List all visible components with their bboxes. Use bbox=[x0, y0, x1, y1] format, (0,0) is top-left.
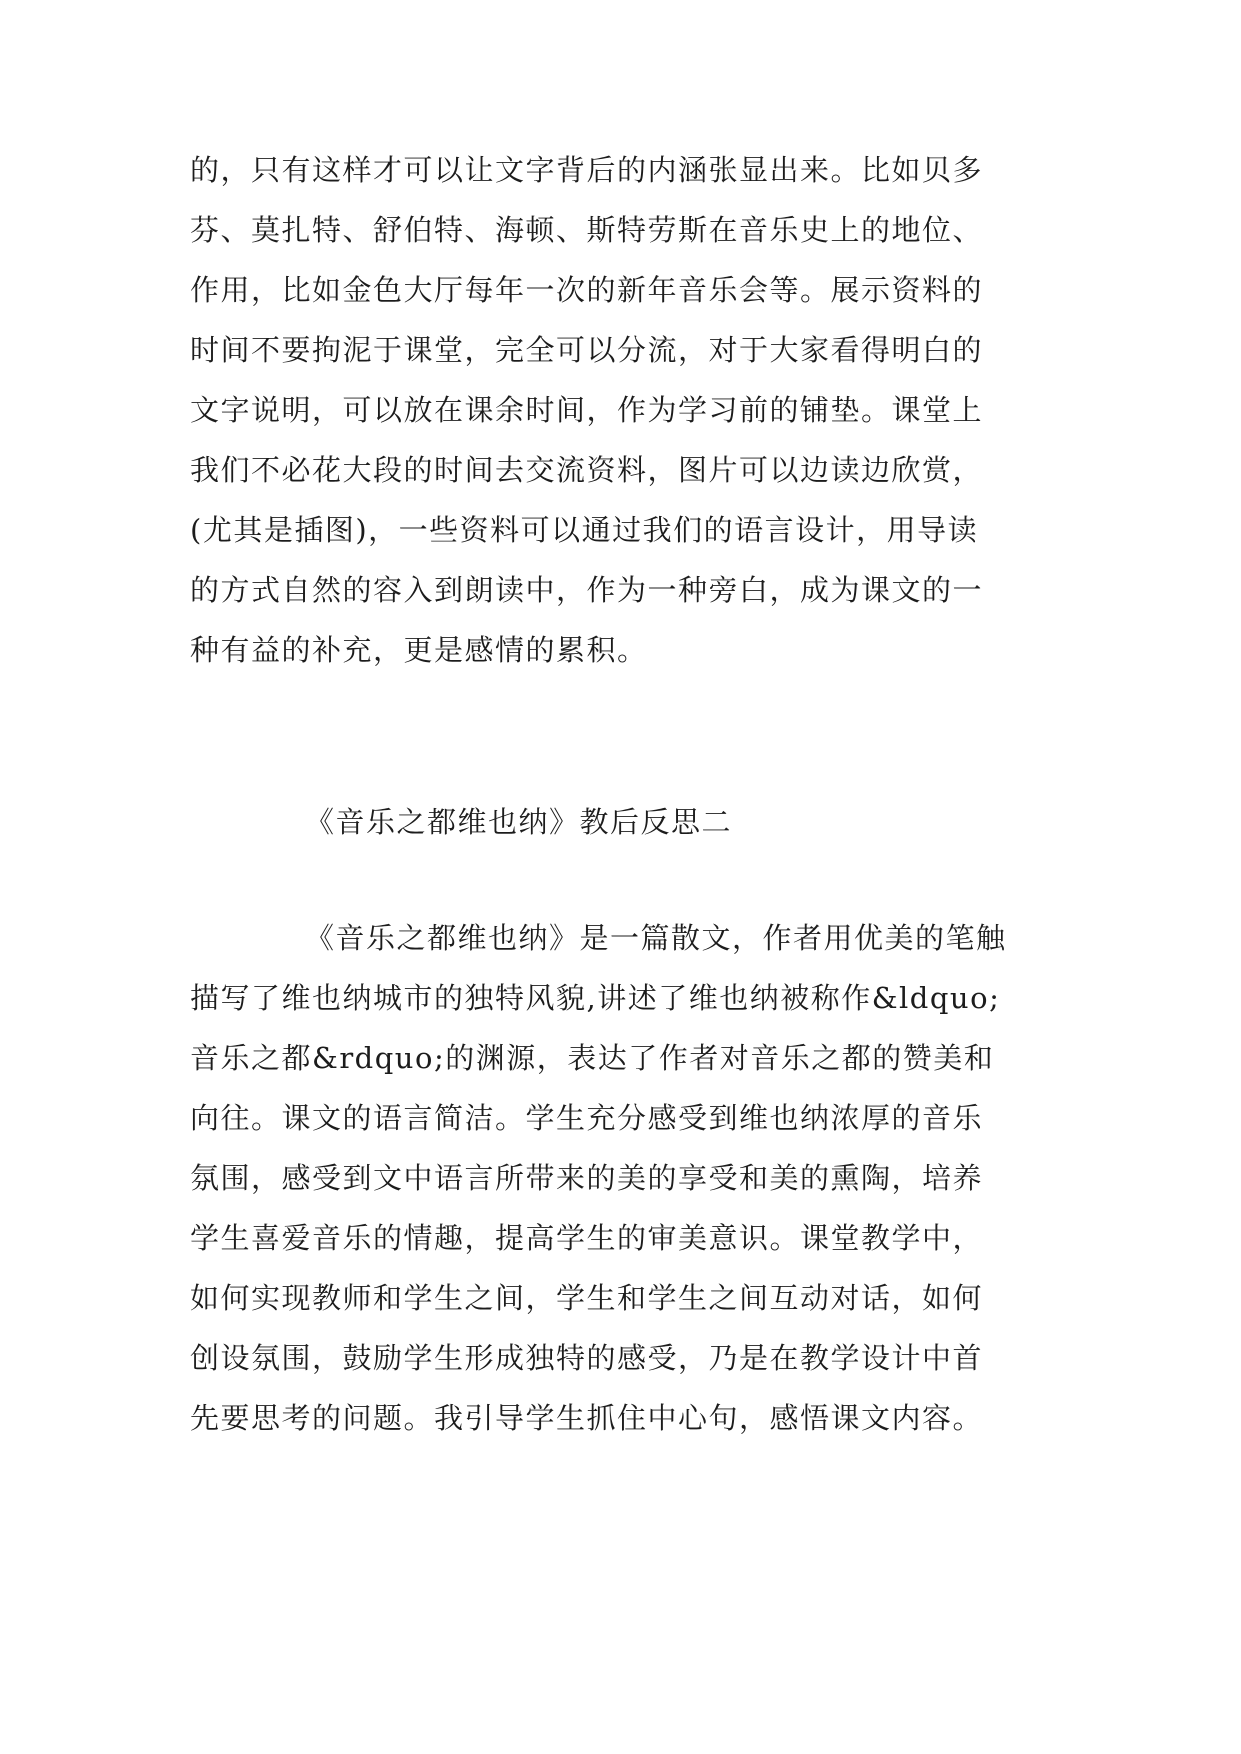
paragraph-1-line-6: 我们不必花大段的时间去交流资料，图片可以边读边欣赏， bbox=[190, 453, 984, 487]
paragraph-1-line-9: 种有益的补充，更是感情的累积。 bbox=[190, 633, 648, 667]
paragraph-2-line-3: 音乐之都&rdquo;的渊源，表达了作者对音乐之都的赞美和 bbox=[190, 1041, 995, 1075]
paragraph-2-line-2: 描写了维也纳城市的独特风貌,讲述了维也纳被称作&ldquo; bbox=[190, 981, 1001, 1015]
paragraph-2-line-9: 先要思考的问题。我引导学生抓住中心句，感悟课文内容。 bbox=[190, 1401, 984, 1435]
paragraph-1-line-5: 文字说明，可以放在课余时间，作为学习前的铺垫。课堂上 bbox=[190, 393, 984, 427]
paragraph-1-line-7: (尤其是插图)，一些资料可以通过我们的语言设计，用导读 bbox=[190, 513, 979, 547]
paragraph-1-line-3: 作用，比如金色大厅每年一次的新年音乐会等。展示资料的 bbox=[190, 273, 984, 307]
paragraph-2-line-8: 创设氛围，鼓励学生形成独特的感受，乃是在教学设计中首 bbox=[190, 1341, 984, 1375]
section-title: 《音乐之都维也纳》教后反思二 bbox=[305, 805, 733, 839]
paragraph-1-line-8: 的方式自然的容入到朗读中，作为一种旁白，成为课文的一 bbox=[190, 573, 984, 607]
paragraph-1-line-4: 时间不要拘泥于课堂，完全可以分流，对于大家看得明白的 bbox=[190, 333, 984, 367]
paragraph-2-line-7: 如何实现教师和学生之间，学生和学生之间互动对话，如何 bbox=[190, 1281, 984, 1315]
paragraph-2-line-4: 向往。课文的语言简洁。学生充分感受到维也纳浓厚的音乐 bbox=[190, 1101, 984, 1135]
paragraph-2-line-1: 《音乐之都维也纳》是一篇散文，作者用优美的笔触 bbox=[305, 921, 1007, 955]
paragraph-1-line-1: 的，只有这样才可以让文字背后的内涵张显出来。比如贝多 bbox=[190, 153, 984, 187]
paragraph-1-line-2: 芬、莫扎特、舒伯特、海顿、斯特劳斯在音乐史上的地位、 bbox=[190, 213, 984, 247]
paragraph-2-line-6: 学生喜爱音乐的情趣，提高学生的审美意识。课堂教学中， bbox=[190, 1221, 984, 1255]
paragraph-2-line-5: 氛围，感受到文中语言所带来的美的享受和美的熏陶，培养 bbox=[190, 1161, 984, 1195]
